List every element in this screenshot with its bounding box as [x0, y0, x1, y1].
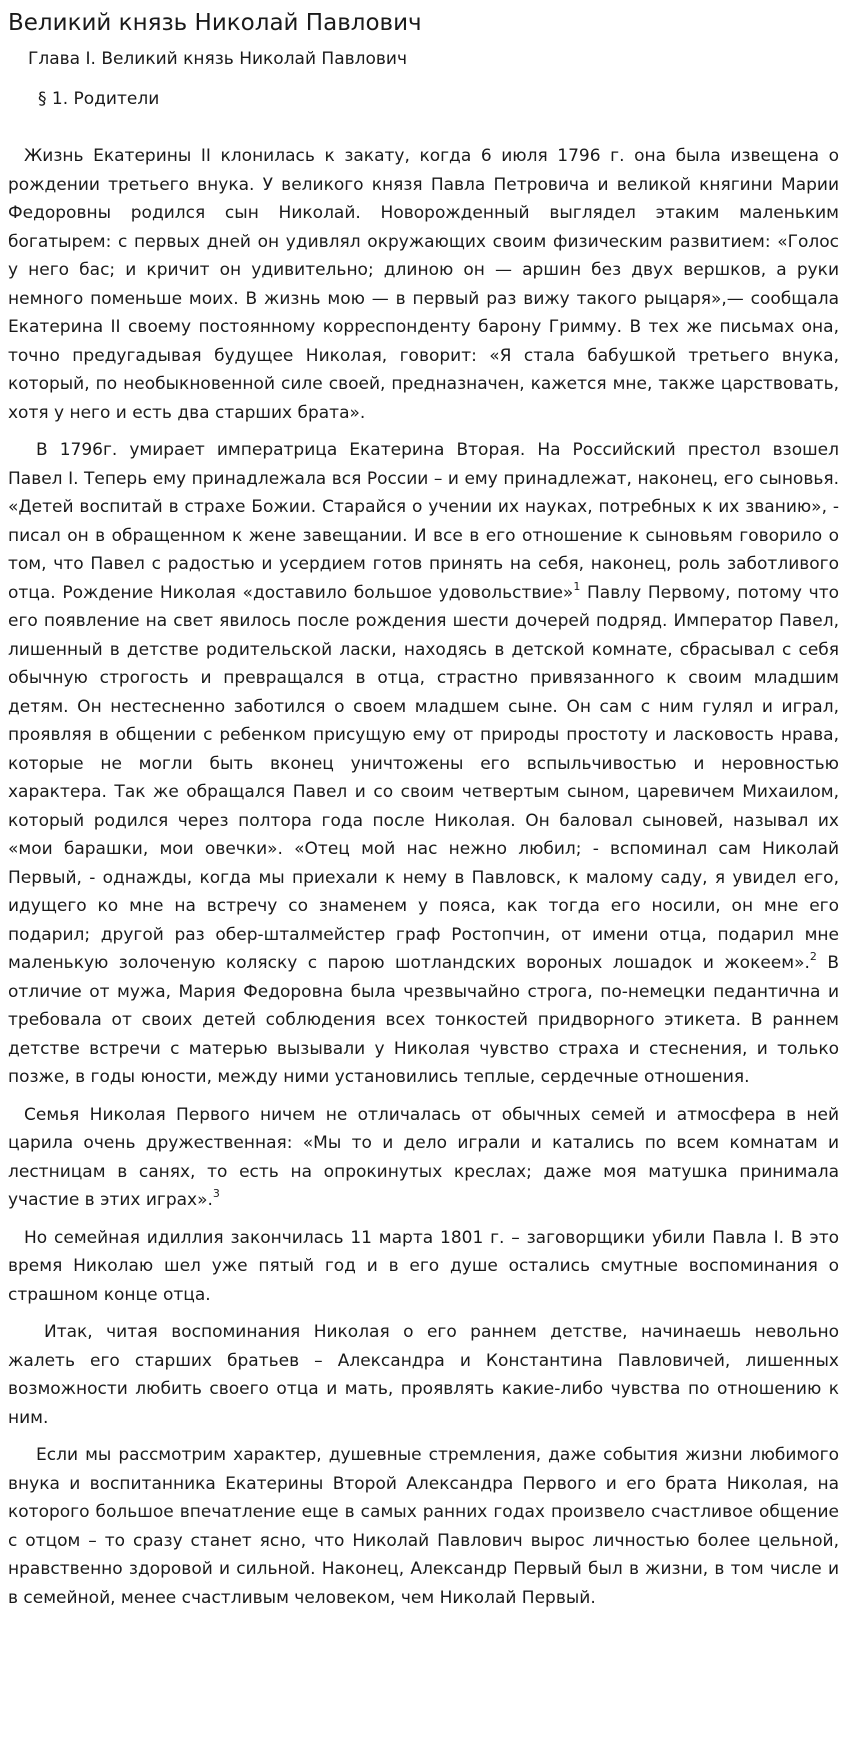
paragraph-2-text-a: В 1796г. умирает императрица Екатерина Вторая. На Российский престол взошел Павел I. Теперь ему принадлежала вся России – и ему принадлежат, наконец, его сыновья. «Детей воспитай в страхе Божии. Старайся о учении их науках, потребных к их званию», - писал он в обращенном к жене завещании. И все в его отношение к сыновьям говорило о том, что Павел с радостью и усердием готов принять на себя, наконец, роль заботливого отца. Рождение Николая «доставило большое удовольствие» [8, 440, 839, 603]
paragraph-2-text-b: Павлу Первому, потому что его появление на свет явилось после рождения шести дочерей подряд. Император Павел, лишенный в детстве родительской ласки, находясь в детской комнате, сбрасывал с себя обычную строгость и превращался в отца, страстно привязанного к своим младшим детям. Он нестесненно заботился о своем младшем сыне. Он сам с ним гулял и играл, проявляя в общении с ребенком присущую ему от природы простоту и ласковость нрава, которые не могли быть вконец уничтожены его вспыльчивостью и неровностью характера. Так же обращался Павел и со своим четвертым сыном, царевичем Михаилом, который родился через полтора года после Николая. Он баловал сыновей, называл их «мои барашки, мои овечки». «Отец мой нас нежно любил; - вспоминал сам Николай Первый, - однажды, когда мы приехали к нему в Павловск, к малому саду, я увидел его, идущего ко мне на встречу со знаменем у пояса, как тогда его носили, он мне его подарил; другой раз обер-шталмейстер граф Ростопчин, от имени отца, подарил мне маленькую золоченую коляску с парою шотландских вороных лошадок и жокеем». [8, 582, 839, 973]
paragraph-1: Жизнь Екатерины II клонилась к закату, когда 6 июля 1796 г. она была извещена о рождении третьего внука. У великого князя Павла Петровича и великой княгини Марии Федоровны родился сын Николай. Новорожденный выглядел этаким маленьким богатырем: с первых дней он удивлял окружающих своим физическим развитием: «Голос у него бас; и кричит он удивительно; длиною он — аршин без двух вершков, а руки немного поменьше моих. В жизнь мою — в первый раз вижу такого рыцаря»,— сообщала Екатерина II своему постоянному корреспонденту барону Гримму. В тех же письмах она, точно предугадывая будущее Николая, говорит: «Я стала бабушкой третьего внука, который, по необыкновенной силе своей, предназначен, кажется мне, также царствовать, хотя у него и есть два старших брата». [8, 146, 839, 423]
chapter-heading: Глава I. Великий князь Николай Павлович [28, 49, 408, 69]
footnote-ref-3[interactable]: 3 [212, 1187, 220, 1200]
document-title: Великий князь Николай Павлович [8, 10, 422, 36]
section-heading: § 1. Родители [38, 89, 160, 109]
paragraph-2 [8, 436, 839, 1092]
paragraph-6: Если мы рассмотрим характер, душевные стремления, даже события жизни любимого внука и воспитанника Екатерины Второй Александра Первого и его брата Николая, на которого большое впечатление еще в самых ранних годах произвело счастливое общение с отцом – то сразу станет ясно, что Николай Павлович вырос личностью более цельной, нравственно здоровой и сильной. Наконец, Александр Первый был в жизни, в том числе и в семейной, менее счастливым человеком, чем Николай Первый. [8, 1445, 839, 1608]
paragraph-3 [8, 1101, 839, 1215]
paragraph-2-text-c: В отличие от мужа, Мария Федоровна была чрезвычайно строга, по-немецки педантична и требовала от своих детей соблюдения всех тонкостей придворного этикета. В раннем детстве встречи с матерью вызывали у Николая чувство страха и стеснения, и только позже, в годы юности, между ними установились теплые, сердечные отношения. [8, 953, 839, 1087]
paragraph-3-text: Семья Николая Первого ничем не отличалась от обычных семей и атмосфера в ней царила очень дружественная: «Мы то и дело играли и катались по всем комнатам и лестницам в санях, то есть на опрокинутых креслах; даже моя матушка принимала участие в этих играх». [8, 1104, 839, 1210]
footnote-ref-2[interactable]: 2 [809, 950, 817, 963]
paragraph-5: Итак, читая воспоминания Николая о его раннем детстве, начинаешь невольно жалеть его старших братьев – Александра и Константина Павловичей, лишенных возможности любить своего отца и мать, проявлять какие-либо чувства по отношению к ним. [8, 1322, 839, 1428]
footnote-ref-1[interactable]: 1 [573, 579, 581, 593]
paragraph-4: Но семейная идиллия закончилась 11 марта 1801 г. – заговорщики убили Павла I. В это время Николаю шел уже пятый год и в его душе остались смутные воспоминания о страшном конце отца. [8, 1227, 839, 1305]
